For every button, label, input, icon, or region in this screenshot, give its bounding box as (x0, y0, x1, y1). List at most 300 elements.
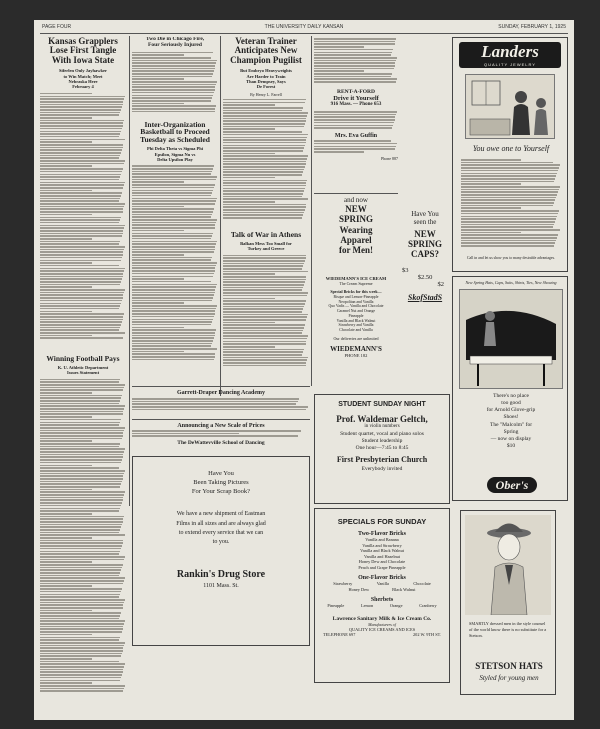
sunday-night-role: in violin numbers (364, 424, 400, 429)
text-line (461, 237, 557, 239)
text-line (40, 243, 119, 245)
text-line (223, 110, 302, 112)
text-line (132, 294, 214, 296)
text-line (314, 78, 397, 80)
text-line (40, 284, 120, 286)
headline-chicago-fire: Two Die in Chicago Fire, Four Seriously Injured (145, 37, 205, 48)
text-line (40, 171, 122, 173)
text-line (132, 335, 215, 337)
text-line (461, 213, 558, 215)
text-line (132, 254, 184, 256)
text-line (461, 159, 521, 161)
text-line (40, 416, 92, 418)
text-line (40, 300, 122, 302)
text-line (40, 165, 92, 167)
text-line (461, 216, 557, 218)
sherbets-row: Pineapple Lemon Orange Cranberry (327, 602, 437, 608)
text-line (40, 604, 123, 606)
dewattville-school: The DeWattevville School of Dancing (177, 440, 265, 447)
text-line (223, 322, 275, 324)
text-line (132, 270, 215, 272)
text-line (40, 612, 121, 614)
text-line (314, 57, 397, 59)
text-line (223, 209, 305, 211)
text-line (40, 653, 122, 655)
text-line (132, 108, 215, 110)
text-line (132, 198, 217, 200)
text-line (40, 219, 120, 221)
text-line (132, 406, 308, 408)
text-line (40, 125, 123, 127)
page-number: PAGE FOUR (42, 24, 72, 30)
text-line (223, 308, 303, 310)
ad-text: and now (344, 196, 368, 204)
landers-body (461, 158, 561, 253)
wiedemann-phone: PHONE 182 (344, 352, 368, 358)
text-line (40, 403, 119, 405)
text-line (40, 222, 119, 224)
text-line (223, 217, 302, 219)
text-line (223, 263, 304, 265)
wiedemann-name: WIEDEMANN'S (330, 344, 382, 353)
text-line (223, 118, 306, 120)
text-line (461, 242, 555, 244)
text-line (461, 240, 556, 242)
text-line (40, 109, 121, 111)
text-line (223, 295, 307, 297)
landers-headline: You owe one to Yourself (472, 144, 550, 153)
text-line (461, 232, 521, 234)
text-line (40, 117, 92, 119)
text-line (132, 192, 212, 194)
text-line (40, 580, 124, 582)
headline-basketball: Inter-Organization Basketball to Proceed Tuesday as Scheduled (140, 119, 210, 145)
text-line (461, 189, 559, 191)
issue-date: SUNDAY, FEBRUARY 1, 1925 (498, 24, 566, 30)
text-line (132, 430, 301, 432)
text-line (40, 217, 121, 219)
text-line (132, 60, 217, 62)
headline-trainer: Veteran Trainer Anticipates New Champion Pugilist (230, 37, 302, 65)
text-line (132, 356, 215, 358)
text-line (40, 561, 92, 563)
text-line (132, 265, 216, 267)
text-line (40, 246, 125, 248)
text-line (40, 518, 123, 520)
text-line (223, 166, 305, 168)
text-line (132, 70, 214, 72)
text-line (461, 221, 555, 223)
byline: By Henry L. Farrell (250, 91, 282, 97)
text-line (40, 671, 123, 673)
text-line (223, 365, 306, 367)
text-line (40, 321, 122, 323)
text-line (223, 150, 303, 152)
beauty-text (314, 111, 398, 133)
text-line (223, 177, 275, 179)
article-football-body (40, 379, 126, 709)
text-line (223, 206, 306, 208)
text-line (132, 351, 184, 353)
text-line (132, 211, 213, 213)
text-line (40, 432, 123, 434)
rankins-address: 1101 Mass. St. (203, 583, 239, 590)
text-line (132, 111, 215, 113)
text-line (132, 246, 215, 248)
text-line (132, 62, 216, 64)
wiedemann-footer: Our deliveries are unlimited (333, 335, 379, 341)
paper-title: THE UNIVERSITY DAILY KANSAN (264, 24, 344, 30)
text-line (40, 478, 123, 480)
specials-title: SPECIALS FOR SUNDAY (337, 517, 427, 526)
text-line (132, 327, 184, 329)
text-line (132, 310, 215, 312)
text-line (40, 594, 120, 596)
text-line (40, 176, 120, 178)
dewattville-body (132, 430, 310, 440)
text-line (40, 379, 120, 381)
text-line (461, 186, 560, 188)
text-line (132, 345, 211, 347)
text-line (40, 682, 92, 684)
text-line (40, 206, 124, 208)
text-line (40, 120, 124, 122)
text-line (314, 127, 392, 129)
text-line (40, 486, 120, 488)
text-line (40, 395, 122, 397)
text-line (40, 564, 123, 566)
text-line (40, 451, 124, 453)
ad-text: SPRING (338, 214, 373, 225)
text-line (40, 567, 122, 569)
text-line (223, 292, 308, 294)
text-line (40, 98, 124, 100)
text-line (40, 225, 125, 227)
text-line (223, 134, 308, 136)
stetson-copy: SMARTLY dressed men in the style counsel of the world know there is no substitute for a Stetson. (469, 621, 547, 638)
text-line (40, 268, 125, 270)
text-line (40, 510, 119, 512)
text-line (223, 327, 304, 329)
text-line (314, 43, 395, 45)
text-line (132, 284, 217, 286)
text-line (223, 174, 302, 176)
caps-ad (400, 210, 450, 390)
text-line (40, 335, 92, 337)
text-line (40, 430, 124, 432)
text-line (223, 155, 308, 157)
text-line (40, 260, 121, 262)
text-line (40, 591, 121, 593)
text-line (461, 218, 556, 220)
text-line (223, 324, 305, 326)
text-line (40, 195, 121, 197)
text-line (40, 599, 125, 601)
text-line (40, 163, 124, 165)
text-line (132, 249, 215, 251)
text-line (223, 346, 275, 348)
text-line (40, 411, 123, 413)
text-line (40, 465, 92, 467)
text-line (314, 125, 393, 127)
garrett-draper-ad (132, 386, 310, 416)
text-line (40, 160, 125, 162)
stetson-slogan: Styled for young men (479, 674, 539, 682)
wiedemann-specials-title: Special Bricks for this week— (330, 289, 382, 294)
text-line (223, 276, 306, 278)
text-line (40, 227, 124, 229)
text-line (40, 190, 92, 192)
text-line (40, 184, 124, 186)
text-line (40, 688, 124, 690)
text-line (40, 200, 119, 202)
text-line (40, 661, 119, 663)
text-line (40, 179, 119, 181)
beauty-phone: Phone 887 (381, 156, 398, 162)
text-line (40, 249, 124, 251)
text-line (132, 176, 217, 178)
text-line (223, 198, 308, 200)
text-line (132, 57, 211, 59)
text-line (40, 131, 121, 133)
text-line (40, 438, 122, 440)
beauty-text-2 (314, 140, 398, 156)
article-athens-body (223, 255, 309, 375)
text-line (461, 173, 557, 175)
text-line (223, 169, 304, 171)
text-line (40, 313, 124, 315)
text-line (132, 243, 216, 245)
text-line (40, 198, 120, 200)
text-line (40, 276, 123, 278)
text-line (314, 148, 395, 150)
text-line (132, 403, 296, 405)
sunday-night-time: One hour—7:45 to 8:45 (355, 445, 409, 451)
obers-logo: Ober's (487, 477, 537, 493)
sunday-night-invite: Everybody invited (361, 466, 403, 472)
text-line (132, 297, 213, 299)
text-line (40, 467, 119, 469)
text-line (314, 122, 394, 124)
text-line (223, 137, 307, 139)
text-line (132, 206, 184, 208)
text-line (461, 181, 554, 183)
text-line (40, 677, 121, 679)
text-line (40, 424, 119, 426)
text-line (40, 545, 122, 547)
text-line (132, 276, 213, 278)
text-line (132, 92, 214, 94)
text-line (132, 251, 214, 253)
text-line (461, 205, 553, 207)
text-line (314, 70, 364, 72)
text-line (132, 200, 216, 202)
text-line (40, 623, 124, 625)
text-line (132, 329, 216, 331)
text-line (223, 190, 304, 192)
text-line (132, 343, 212, 345)
text-line (223, 273, 275, 275)
text-line (40, 400, 120, 402)
column-features (223, 37, 309, 382)
text-line (40, 286, 92, 288)
text-line (314, 146, 396, 148)
text-line (223, 99, 306, 101)
text-line (223, 279, 306, 281)
text-line (40, 297, 123, 299)
text-line (132, 203, 215, 205)
text-line (461, 202, 554, 204)
rankins-headline: Have You Been Taking Pictures For Your Scrap Book? (191, 470, 251, 496)
text-line (223, 362, 306, 364)
text-line (223, 298, 275, 300)
sunday-night-speaker: Prof. Waldemar Geltch, (336, 414, 428, 424)
text-line (40, 96, 125, 98)
text-line (223, 107, 303, 109)
text-line (40, 203, 125, 205)
text-line (40, 308, 119, 310)
subhead-football: K. U. Athletic Department Issues Statement (57, 364, 109, 376)
text-line (40, 532, 119, 534)
text-line (132, 179, 216, 181)
text-line (132, 302, 184, 304)
text-line (461, 229, 560, 231)
text-line (132, 300, 212, 302)
text-line (40, 152, 121, 154)
caps-ad-text: Have You (411, 210, 439, 218)
text-line (40, 114, 119, 116)
text-line (40, 122, 123, 124)
wiedemann-ad (314, 276, 398, 391)
text-line (40, 147, 123, 149)
text-line (40, 588, 122, 590)
text-line (40, 674, 122, 676)
headline-football: Winning Football Pays (46, 353, 120, 363)
text-line (40, 133, 120, 135)
text-line (314, 119, 395, 121)
text-line (132, 281, 211, 283)
text-line (314, 68, 394, 70)
text-line (40, 182, 125, 184)
text-line (40, 305, 120, 307)
text-line (223, 180, 307, 182)
text-line (132, 433, 239, 435)
text-line (40, 569, 121, 571)
article-trainer-body (223, 99, 309, 227)
text-line (223, 257, 306, 259)
beauty-name: Mrs. Eva Guffin (334, 133, 378, 140)
rent-a-ford-address: 916 Mass. — Phone 653 (330, 102, 382, 108)
text-line (461, 197, 556, 199)
text-line (40, 534, 125, 536)
text-line (132, 398, 299, 400)
text-line (40, 680, 120, 682)
text-line (314, 41, 395, 43)
text-line (40, 187, 123, 189)
text-line (461, 199, 555, 201)
company-name: Lawrence Sanitary Milk & Ice Cream Co. (332, 616, 432, 623)
text-line (40, 155, 120, 157)
text-line (40, 233, 123, 235)
text-line (40, 141, 92, 143)
text-line (132, 313, 215, 315)
text-line (223, 161, 306, 163)
divider (314, 193, 398, 194)
text-line (40, 408, 124, 410)
text-line (40, 139, 125, 141)
text-line (40, 663, 125, 665)
text-line (223, 281, 305, 283)
text-line (40, 577, 125, 579)
headline-grapplers: Kansas Grapplers Lose First Tangle With Iowa State (48, 37, 118, 65)
subhead-trainer: But Embryo Heavyweights Are Harder to Train Than Dempsey, Says De Forest (240, 68, 292, 90)
text-line (314, 38, 396, 40)
text-line (40, 618, 119, 620)
text-line (40, 238, 92, 240)
spring-apparel-ad (314, 196, 398, 274)
text-line (40, 389, 123, 391)
text-line (40, 405, 125, 407)
text-line (40, 419, 121, 421)
text-line (40, 257, 122, 259)
text-line (461, 170, 558, 172)
text-line (223, 332, 302, 334)
text-line (132, 165, 214, 167)
column-sports (40, 37, 126, 717)
text-line (40, 690, 123, 692)
header-rule (40, 33, 568, 34)
text-line (40, 128, 122, 130)
text-line (40, 413, 123, 415)
text-line (132, 84, 216, 86)
text-line (461, 245, 554, 247)
text-line (223, 212, 304, 214)
text-line (132, 278, 184, 280)
text-line (223, 153, 275, 155)
text-line (132, 208, 214, 210)
subhead-basketball: Phi Delta Theta vs Sigma Phi Epsilon, Sigma Nu vs Delta Upsilon Play (146, 146, 204, 162)
text-line (223, 193, 303, 195)
text-line (223, 268, 302, 270)
text-line (132, 289, 215, 291)
text-line (40, 337, 123, 339)
caps-ad-text: NEW (414, 229, 436, 239)
landers-ad (452, 37, 568, 272)
text-line (40, 583, 123, 585)
text-line (223, 182, 306, 184)
article-basketball-body (132, 165, 218, 370)
text-line (223, 357, 308, 359)
text-line (223, 142, 306, 144)
text-line (223, 319, 306, 321)
ad-text: Wearing (339, 224, 373, 235)
text-line (132, 305, 217, 307)
shoe-ad-copy: There's no place too good for Arnold Glove-grip Shoes! The "Malcolm" for Spring — now on display $10 (486, 393, 536, 449)
text-line (223, 214, 303, 216)
two-flavor-list: Vanilla and Banana Vanilla and Strawberry Vanilla and Black Walnut Vanilla and Hazelnut Honey Dew and Chocolate Peach and Grape Pineapple (358, 537, 406, 570)
text-line (461, 175, 556, 177)
text-line (223, 158, 307, 160)
text-line (132, 89, 215, 91)
text-line (40, 462, 121, 464)
text-line (314, 151, 364, 153)
text-line (132, 435, 298, 437)
text-line (40, 136, 119, 138)
text-line (314, 52, 392, 54)
caps-ad-text: SPRING (407, 239, 442, 249)
text-line (223, 359, 307, 361)
text-line (40, 281, 121, 283)
